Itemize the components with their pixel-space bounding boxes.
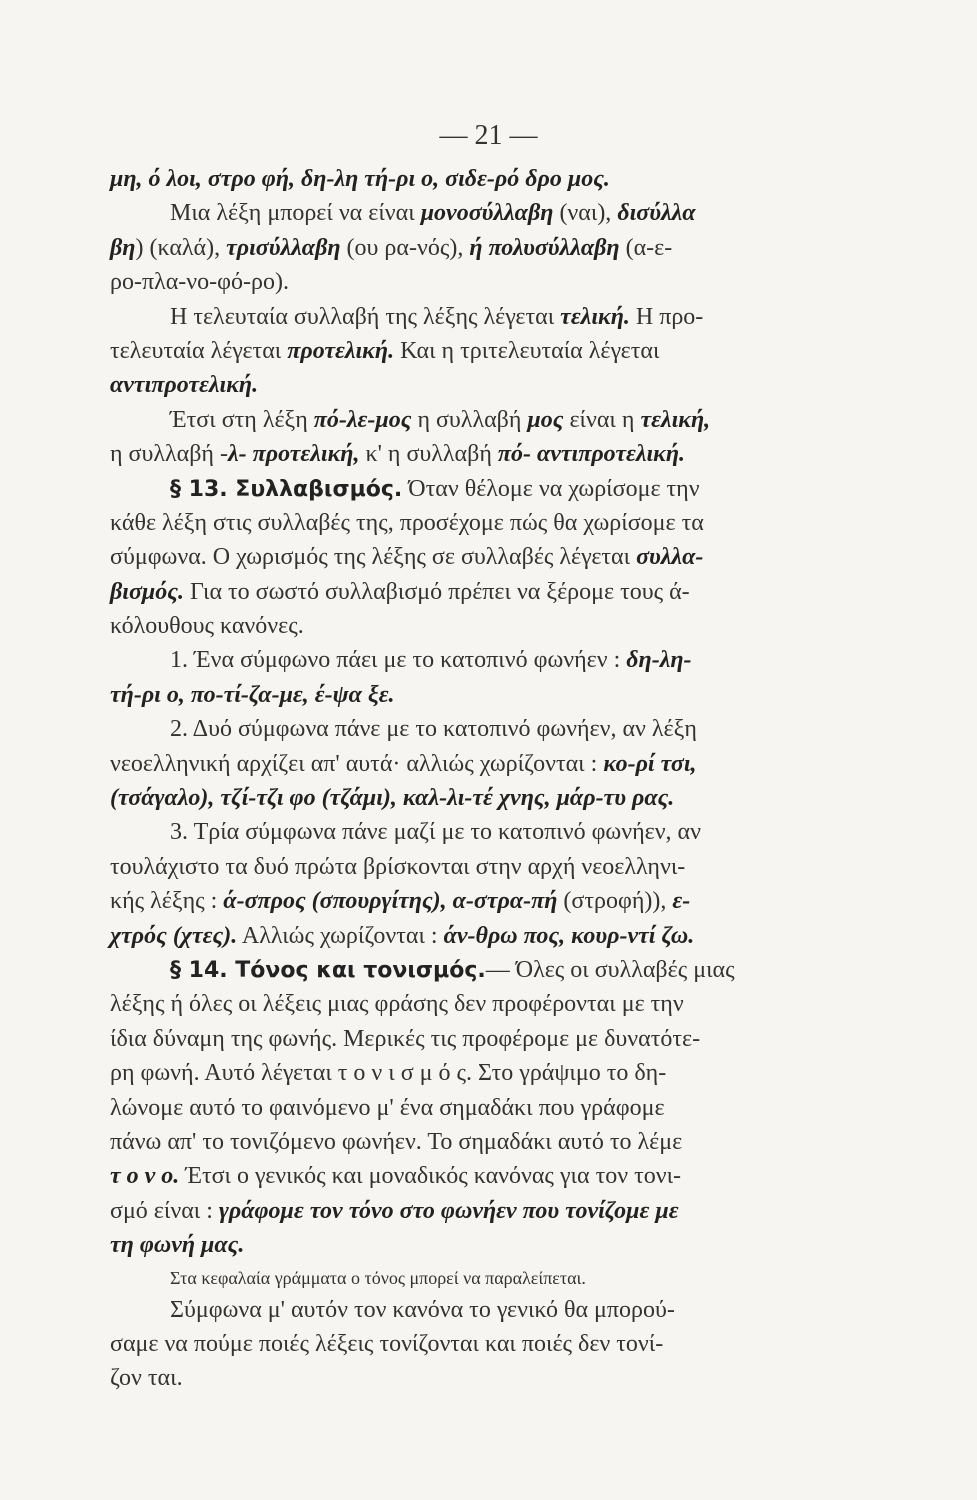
- text-line: [110, 919, 830, 953]
- text-segment: ρη φωνή. Αυτό λέγεται τ ο ν ι σ μ ό ς. Στο γράψιμο το δη-: [110, 1060, 667, 1087]
- text-line: [110, 368, 830, 402]
- text-segment: η συλλαβή -: [110, 441, 228, 468]
- page-number: — 21 —: [439, 120, 538, 151]
- text-segment: Στα κεφαλαία γράμματα ο τόνος μπορεί να παραλείπεται.: [170, 1267, 586, 1288]
- text-line: [110, 781, 830, 815]
- text-segment: 2. Δυό σύμφωνα πάνε με το κατοπινό φωνήεν, αν λέξη: [170, 716, 697, 743]
- text-segment: (στροφή)),: [557, 888, 673, 915]
- text-segment: ) (καλά),: [135, 234, 227, 261]
- text-segment: Και η τριτελευταία λέγεται: [394, 337, 660, 364]
- text-segment: η συλλαβή: [411, 406, 528, 433]
- text-segment: νεοελληνική αρχίζει απ' αυτά· αλλιώς χωρίζονται :: [110, 750, 604, 777]
- section-heading: § 14. Τόνος και τονισμός.: [170, 957, 486, 983]
- text-segment: Η τελευταία συλλαβή της λέξης λέγεται: [170, 303, 561, 330]
- emphasis-text: ά-σπρος (σπουργίτης), α-στρα-πή: [223, 888, 558, 915]
- emphasis-text: γράφομε τον τόνο στο φωνήεν που τονίζομε με: [218, 1197, 679, 1224]
- emphasis-text: χτρός (χτες).: [110, 922, 238, 949]
- text-segment: ζον ται.: [110, 1365, 183, 1392]
- text-line: [110, 231, 830, 265]
- text-segment: Σύμφωνα μ' αυτόν τον κανόνα το γενικό θα μπορού-: [170, 1296, 675, 1323]
- text-line: [110, 575, 830, 609]
- text-segment: ρο-πλα-νο-φό-ρο).: [110, 269, 289, 296]
- emphasis-text: άν-θρω πος, κουρ-ντί ζω.: [443, 922, 695, 949]
- text-line: [110, 1194, 830, 1228]
- emphasis-text: δισύλλα: [617, 200, 696, 227]
- emphasis-text: συλλα-: [636, 544, 704, 571]
- text-line: [110, 472, 830, 506]
- text-line: [110, 643, 830, 677]
- text-segment: πάνω απ' το τονιζόμενο φωνήεν. Το σημαδάκι αυτό το λέμε: [110, 1128, 683, 1155]
- emphasis-text: τ ο ν ο.: [110, 1163, 180, 1190]
- emphasis-text: πό-λε-μος: [313, 406, 412, 433]
- text-line: [110, 437, 830, 471]
- text-segment: τουλάχιστο τα δυό πρώτα βρίσκονται στην αρχή νεοελληνι-: [110, 853, 686, 880]
- text-segment: — Όλες οι συλλαβές μιας: [485, 956, 735, 983]
- emphasis-text: τελική.: [560, 303, 630, 330]
- text-segment: 1. Ένα σύμφωνο πάει με το κατοπινό φωνήεν :: [170, 647, 627, 674]
- text-segment: λώνομε αυτό το φαινόμενο μ' ένα σημαδάκι που γράφομε: [110, 1094, 665, 1121]
- emphasis-text: τη φωνή μας.: [110, 1232, 245, 1259]
- text-segment: τελευταία λέγεται: [110, 337, 288, 364]
- text-line: [110, 678, 830, 712]
- text-segment: Όταν θέλομε να χωρίσομε την: [402, 475, 700, 502]
- text-line: [110, 850, 830, 884]
- emphasis-text: μος: [527, 406, 564, 433]
- footnote-line: [110, 1263, 830, 1293]
- text-line: [110, 196, 830, 230]
- text-segment: (ου ρα-νός),: [340, 234, 470, 261]
- text-line: [110, 540, 830, 574]
- text-line: [110, 265, 830, 299]
- text-line: [110, 1056, 830, 1090]
- text-segment: Έτσι ο γενικός και μοναδικός κανόνας για τον τονι-: [179, 1163, 682, 1190]
- text-line: [110, 1361, 830, 1395]
- text-line: [110, 1327, 830, 1361]
- emphasis-text: πό- αντιπροτελική.: [497, 441, 686, 468]
- text-segment: κ' η συλλαβή: [359, 441, 498, 468]
- text-segment: σμό είναι :: [110, 1197, 219, 1224]
- text-segment: Αλλιώς χωρίζονται :: [237, 922, 444, 949]
- section-heading: § 13. Συλλαβισμός.: [170, 476, 403, 502]
- text-line: [110, 1228, 830, 1262]
- body-text: [110, 162, 830, 1396]
- text-line: [110, 506, 830, 540]
- emphasis-text: τή-ρι ο, πο-τί-ζα-με, έ-ψα ξε.: [110, 681, 395, 708]
- text-line: [110, 300, 830, 334]
- emphasis-text: μη, ό λοι, στρο φή, δη-λη τή-ρι ο, σιδε-ρό δρο μος.: [110, 166, 610, 192]
- text-segment: κής λέξης :: [110, 888, 224, 915]
- text-segment: (α-ε-: [619, 234, 673, 261]
- text-line: [110, 334, 830, 368]
- text-line: [110, 747, 830, 781]
- text-line: [110, 712, 830, 746]
- text-segment: σαμε να πούμε ποιές λέξεις τονίζονται και ποιές δεν τονί-: [110, 1330, 664, 1357]
- text-line: [110, 162, 830, 196]
- emphasis-text: βισμός.: [110, 578, 184, 605]
- text-segment: (ναι),: [553, 200, 618, 227]
- text-segment: σύμφωνα. Ο χωρισμός της λέξης σε συλλαβές λέγεται: [110, 544, 637, 571]
- text-segment: Η προ-: [629, 303, 704, 330]
- text-line: [110, 987, 830, 1021]
- emphasis-text: τελική,: [640, 406, 711, 433]
- text-segment: ίδια δύναμη της φωνής. Μερικές τις προφέρομε με δυνατότε-: [110, 1025, 701, 1052]
- emphasis-text: (τσάγαλο), τζί-τζι φο (τζάμι), καλ-λι-τέ χνης, μάρ-τυ ρας.: [110, 785, 675, 812]
- emphasis-text: ή πολυσύλλαβη: [469, 234, 620, 261]
- text-segment: κόλουθους κανόνες.: [110, 613, 304, 640]
- emphasis-text: τρισύλλαβη: [226, 234, 341, 261]
- emphasis-text: αντιπροτελική.: [110, 372, 259, 399]
- text-line: [110, 1125, 830, 1159]
- text-segment: 3. Τρία σύμφωνα πάνε μαζί με το κατοπινό φωνήεν, αν: [170, 819, 701, 846]
- text-line: [110, 403, 830, 437]
- text-line: [110, 1022, 830, 1056]
- emphasis-text: λ- προτελική,: [227, 441, 360, 468]
- text-line: [110, 884, 830, 918]
- emphasis-text: προτελική.: [287, 337, 395, 364]
- text-segment: είναι η: [563, 406, 641, 433]
- text-line: [110, 815, 830, 849]
- text-segment: κάθε λέξη στις συλλαβές της, προσέχομε πώς θα χωρίσομε τα: [110, 509, 704, 536]
- text-line: [110, 1091, 830, 1125]
- text-segment: Για το σωστό συλλαβισμό πρέπει να ξέρομε τους ά-: [183, 578, 690, 605]
- emphasis-text: βη: [110, 234, 136, 261]
- emphasis-text: ε-: [672, 888, 691, 915]
- text-segment: Έτσι στη λέξη: [170, 406, 314, 433]
- emphasis-text: δη-λη-: [626, 647, 692, 674]
- text-line: [110, 1293, 830, 1327]
- text-segment: Μια λέξη μπορεί να είναι: [170, 200, 421, 227]
- emphasis-text: μονοσύλλαβη: [420, 200, 554, 227]
- text-segment: λέξης ή όλες οι λέξεις μιας φράσης δεν προφέρονται με την: [110, 991, 684, 1018]
- text-line: [110, 1159, 830, 1193]
- emphasis-text: κο-ρί τσι,: [603, 750, 697, 777]
- text-line: [110, 609, 830, 643]
- text-line: [110, 953, 830, 987]
